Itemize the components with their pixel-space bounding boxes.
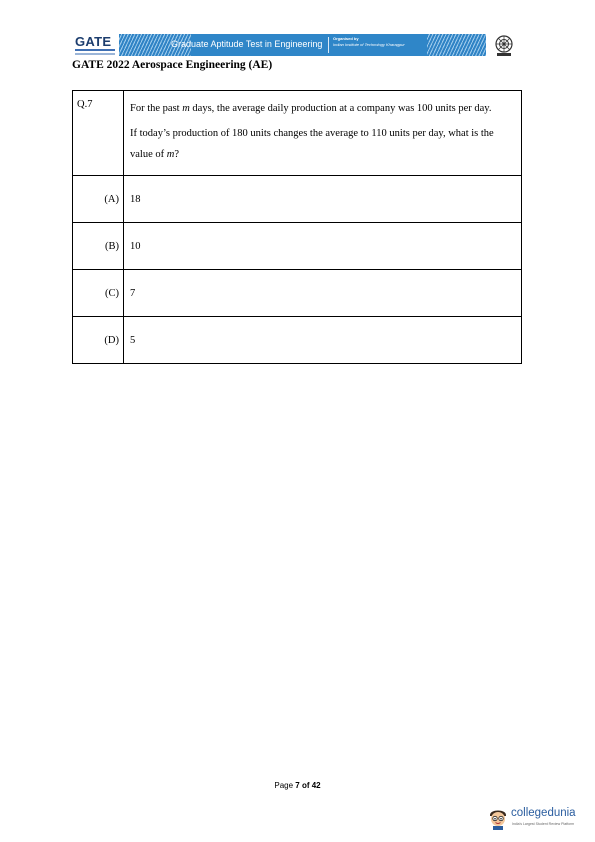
option-label: (C) (73, 270, 124, 317)
paper-title: GATE 2022 Aerospace Engineering (AE) (72, 59, 273, 71)
option-value: 10 (124, 223, 522, 270)
question-paragraph (130, 98, 513, 119)
gate-logo-stripe (75, 49, 115, 51)
banner-organizer (333, 36, 405, 48)
student-mascot-icon (486, 806, 510, 830)
question-text-part: days, the average daily production at a company was 100 units per day. (189, 103, 492, 114)
gate-logo-stripe (75, 53, 115, 55)
collegedunia-logo (486, 806, 586, 832)
question-text (124, 91, 522, 176)
iit-emblem-icon (492, 34, 516, 58)
gate-logo (72, 34, 116, 58)
gate-logo-text: GATE (75, 34, 112, 49)
question-paragraph (130, 123, 513, 165)
option-value: 18 (124, 176, 522, 223)
institute-name: Indian Institute of Technology Kharagpur (333, 42, 405, 47)
question-number: Q.7 (73, 91, 124, 176)
question-row (73, 91, 522, 176)
option-value: 5 (124, 317, 522, 364)
banner-title: Graduate Aptitude Test in Engineering (171, 39, 323, 49)
organized-by-label: Organised by (333, 36, 359, 41)
math-variable: m (166, 149, 175, 160)
option-label: (B) (73, 223, 124, 270)
option-label: (A) (73, 176, 124, 223)
option-value: 7 (124, 270, 522, 317)
page-number-prefix: Page (274, 781, 296, 790)
page-current: 7 (295, 781, 300, 790)
page-number (0, 781, 595, 790)
option-row (73, 270, 522, 317)
option-row (73, 223, 522, 270)
question-text-part: For the past (130, 103, 183, 114)
question-text-part: If today’s production of 180 units changes the average to 110 units per day, what is the value of (130, 128, 494, 160)
banner-divider (328, 37, 329, 53)
page-of: of (299, 781, 312, 790)
option-label: (D) (73, 317, 124, 364)
question-table (72, 90, 522, 364)
brand-name: collegedunia (511, 807, 576, 819)
header-banner (119, 34, 486, 56)
page-header (72, 34, 524, 58)
page-total: 42 (311, 781, 321, 790)
brand-tagline: India's Largest Student Review Platform (512, 822, 575, 826)
option-row (73, 317, 522, 364)
option-row (73, 176, 522, 223)
math-variable: m (182, 103, 190, 114)
question-text-part: ? (174, 149, 180, 160)
